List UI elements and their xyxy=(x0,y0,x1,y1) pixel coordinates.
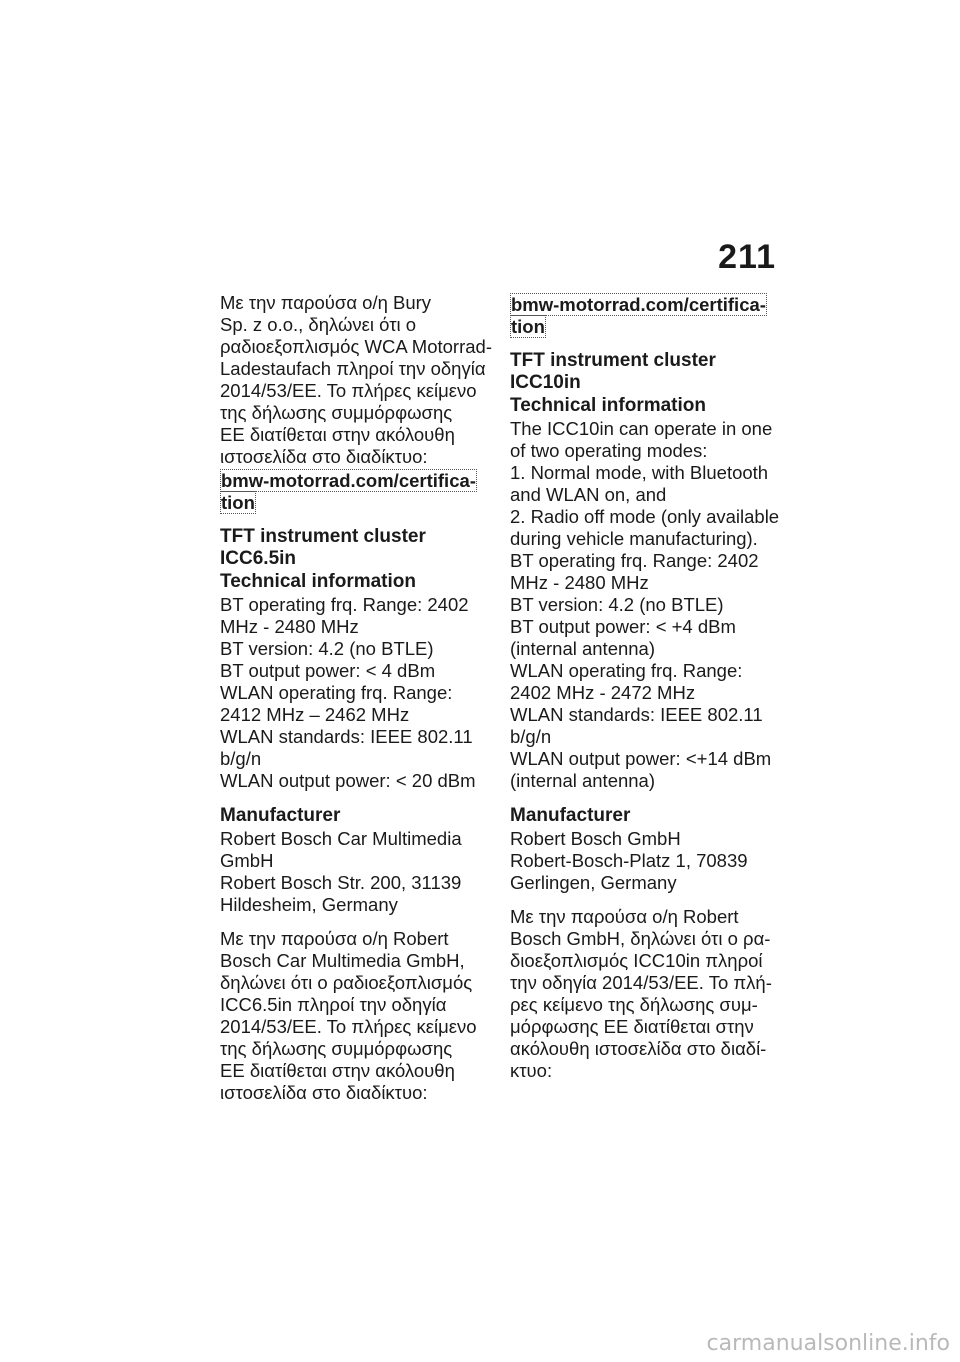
bury-declaration xyxy=(220,292,492,468)
text-line: b/g/n xyxy=(220,748,262,769)
text-line: της δήλωσης συμμόρφωσης xyxy=(220,1038,453,1059)
text-line: 2412 MHz – 2462 MHz xyxy=(220,704,410,725)
link-text-part2: tion xyxy=(511,316,545,337)
text-line: ICC6.5in πληροί την οδηγία xyxy=(220,994,447,1015)
tech-info-list xyxy=(220,594,492,792)
text-line: Gerlingen, Germany xyxy=(510,872,677,893)
watermark: carmanualsonline.info xyxy=(706,1331,950,1356)
tech-info-list xyxy=(510,418,782,792)
text-line: ραδιοεξοπλισμός WCA Motorrad- xyxy=(220,336,492,357)
text-line: 2014/53/ΕΕ. Το πλήρες κείμενο xyxy=(220,1016,477,1037)
tech-info-heading: Technical information xyxy=(220,571,417,592)
section-title: TFT instrument cluster xyxy=(510,350,716,371)
text-line: MHz - 2480 MHz xyxy=(220,616,359,637)
text-line: (internal antenna) xyxy=(510,770,656,791)
bosch-declaration xyxy=(510,906,782,1082)
text-line: WLAN standards: IEEE 802.11 xyxy=(220,726,473,747)
text-line: ΕΕ διατίθεται στην ακόλουθη xyxy=(220,1060,455,1081)
text-line: b/g/n xyxy=(510,726,552,747)
text-line: της δήλωσης συμμόρφωσης xyxy=(220,402,453,423)
text-line: ακόλουθη ιστοσελίδα στο διαδί- xyxy=(510,1038,767,1059)
link-text-part1: bmw-motorrad.com/certifica- xyxy=(511,294,766,315)
manufacturer-heading: Manufacturer xyxy=(220,805,341,826)
tech-info-heading: Technical information xyxy=(510,395,707,416)
text-line: κτυο: xyxy=(510,1060,553,1081)
text-line: BT operating frq. Range: 2402 xyxy=(510,550,759,571)
text-line: Sp. z o.o., δηλώνει ότι ο xyxy=(220,314,417,335)
text-line: GmbH xyxy=(220,850,274,871)
certification-link[interactable] xyxy=(220,470,492,514)
text-line: Robert-Bosch-Platz 1, 70839 xyxy=(510,850,748,871)
text-line: WLAN standards: IEEE 802.11 xyxy=(510,704,763,725)
text-line: BT version: 4.2 (no BTLE) xyxy=(510,594,724,615)
text-line: ΕΕ διατίθεται στην ακόλουθη xyxy=(220,424,455,445)
manufacturer-address xyxy=(510,828,782,894)
text-line: WLAN operating frq. Range: xyxy=(510,660,743,681)
text-line: WLAN output power: <+14 dBm xyxy=(510,748,772,769)
text-line: Ladestaufach πληροί την οδηγία xyxy=(220,358,486,379)
text-line: δηλώνει ότι ο ραδιοεξοπλισμός xyxy=(220,972,473,993)
text-line: την οδηγία 2014/53/ΕΕ. Το πλή- xyxy=(510,972,772,993)
text-line: BT output power: < 4 dBm xyxy=(220,660,436,681)
certification-link[interactable] xyxy=(510,294,782,338)
text-line: Hildesheim, Germany xyxy=(220,894,398,915)
text-line: (internal antenna) xyxy=(510,638,656,659)
text-line: BT output power: < +4 dBm xyxy=(510,616,736,637)
text-line: during vehicle manufacturing). xyxy=(510,528,758,549)
text-line: WLAN output power: < 20 dBm xyxy=(220,770,476,791)
bosch-declaration xyxy=(220,928,492,1104)
text-line: ιστοσελίδα στο διαδίκτυο: xyxy=(220,1082,428,1103)
text-line: ρες κείμενο της δήλωσης συμ- xyxy=(510,994,758,1015)
section-title-model: ICC6.5in xyxy=(220,548,297,569)
text-line: The ICC10in can operate in one xyxy=(510,418,773,439)
link-text-part2: tion xyxy=(221,492,255,513)
section-title: TFT instrument cluster xyxy=(220,526,426,547)
text-line: MHz - 2480 MHz xyxy=(510,572,649,593)
text-line: Robert Bosch Car Multimedia xyxy=(220,828,462,849)
section-title-model: ICC10in xyxy=(510,372,581,393)
text-line: Με την παρούσα ο/η Robert xyxy=(220,928,449,949)
text-line: BT version: 4.2 (no BTLE) xyxy=(220,638,434,659)
manufacturer-address xyxy=(220,828,492,916)
right-column xyxy=(510,294,782,1082)
left-column xyxy=(220,292,492,1104)
text-line: BT operating frq. Range: 2402 xyxy=(220,594,469,615)
text-line: ιστοσελίδα στο διαδίκτυο: xyxy=(220,446,428,467)
text-line: 2402 MHz - 2472 MHz xyxy=(510,682,696,703)
text-line: Bosch GmbH, δηλώνει ότι ο ρα- xyxy=(510,928,771,949)
text-line: of two operating modes: xyxy=(510,440,708,461)
manufacturer-heading: Manufacturer xyxy=(510,805,631,826)
text-line: 1. Normal mode, with Bluetooth xyxy=(510,462,769,483)
link-text-part1: bmw-motorrad.com/certifica- xyxy=(221,470,476,491)
text-line: WLAN operating frq. Range: xyxy=(220,682,453,703)
text-line: Με την παρούσα ο/η Robert xyxy=(510,906,739,927)
text-line: 2014/53/ΕΕ. Το πλήρες κείμενο xyxy=(220,380,477,401)
text-line: 2. Radio off mode (only available xyxy=(510,506,780,527)
text-line: Robert Bosch Str. 200, 31139 xyxy=(220,872,462,893)
text-line: Robert Bosch GmbH xyxy=(510,828,681,849)
page-number: 211 xyxy=(718,238,776,276)
text-line: Bosch Car Multimedia GmbH, xyxy=(220,950,465,971)
text-line: Με την παρούσα ο/η Bury xyxy=(220,292,432,313)
text-line: διοεξοπλισμός ICC10in πληροί xyxy=(510,950,763,971)
text-line: μόρφωσης ΕΕ διατίθεται στην xyxy=(510,1016,754,1037)
text-line: and WLAN on, and xyxy=(510,484,667,505)
